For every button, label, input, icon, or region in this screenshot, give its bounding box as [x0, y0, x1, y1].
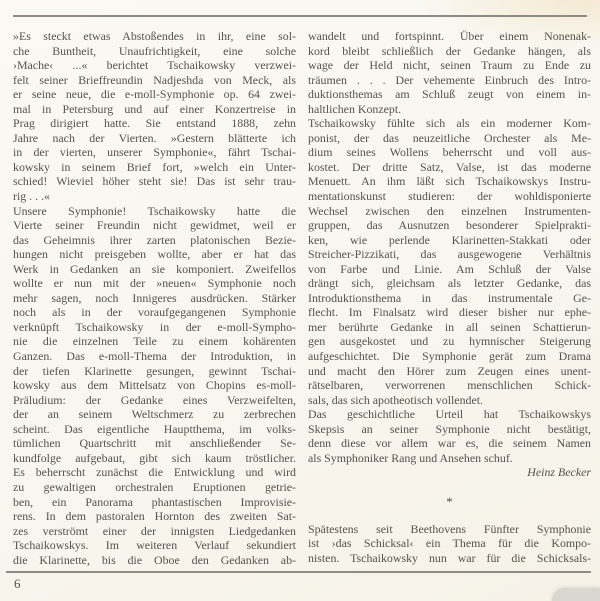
text-line: nie die einzelnen Teile zu einem kohärenten — [13, 334, 296, 349]
text-line: ›Mache‹ ...« berichtet Tschaikowsky verzwei- — [13, 58, 296, 73]
text-line: Unsere Symphonie! Tschaikowsky hatte die — [13, 203, 296, 218]
text-line: Tschaikowskys. Im weiteren Verlauf sekundiert — [13, 538, 296, 553]
text-line: sals, das sich apotheotisch vollendet. — [308, 392, 484, 407]
page-number: 6 — [14, 576, 21, 591]
text-line: Das geschichtliche Urteil hat Tschaikowskys — [308, 407, 591, 422]
text-line: kostet. Der dritte Satz, Valse, ist das moderne — [308, 159, 591, 174]
text-line: Es beherrscht zunächst die Entwicklung und wird — [13, 465, 296, 480]
page-curl-shadow — [552, 588, 600, 601]
text-line: als Symphoniker Rang und Ansehen schuf. — [308, 450, 513, 465]
text-line: ponist, der das neuzeitliche Orchester als Me- — [308, 130, 591, 145]
text-line: tümlichen Quartschritt mit anschließender Se- — [13, 436, 296, 451]
text-line: mehr sagen, noch Innigeres ausdrücken. Stärker — [13, 290, 296, 305]
text-line: Spätestens seit Beethovens Fünfter Symphonie — [308, 521, 591, 536]
text-line: kord bleibt schließlich der Gedanke hängen, als — [308, 43, 591, 58]
text-line: Werk in Gedanken an sie komponiert. Zweifellos — [13, 261, 296, 276]
text-line: Prag dirigiert hatte. Sie entstand 1888, zehn — [13, 116, 296, 131]
text-line: mal in Petersburg und auf einer Konzertreise in — [13, 101, 296, 116]
text-line: träumen . . . Der vehemente Einbruch des Intro- — [308, 72, 591, 87]
text-line: und macht den Hörer zum Zeugen eines unent- — [308, 363, 591, 378]
text-line: gen ausgekostet und zu hymnischer Steigerung — [308, 334, 591, 349]
text-line: er seine neue, die e-moll-Symphonie op. 64 zwei- — [13, 87, 296, 102]
text-line: felt seiner Brieffreundin Nadjeshda von Meck, als — [13, 72, 296, 87]
text-line: rätselbaren, verworrenen menschlichen Schick- — [308, 378, 591, 393]
text-line: »Es steckt etwas Abstoßendes in ihr, eine sol- — [13, 29, 296, 43]
right-column-closing — [308, 522, 591, 566]
text-line: flecht. Im Finalsatz wird dieser bisher nur ephe- — [308, 305, 591, 320]
text-line: Streicher-Pizzikati, das ausgewogene Verhältnis — [308, 247, 591, 262]
text-line: kowsky aus dem Mittelsatz von Chopins es-moll- — [13, 378, 296, 393]
text-line: Präludium: der Gedanke eines Verzweifelten, — [13, 392, 296, 407]
text-line: rig . . .« — [13, 189, 50, 204]
text-line: Wechsel zwischen den einzelnen Instrumenten- — [308, 203, 591, 218]
bottom-rule — [6, 571, 591, 573]
text-line: in der vierten, unserer Symphonie«, fährt Tschai- — [13, 145, 296, 160]
text-line: wandelt und fortspinnt. Über einem Nonenak- — [308, 29, 591, 43]
text-line: verknüpft Tschaikowsky in der e-moll-Sympho- — [13, 319, 296, 334]
right-column — [308, 29, 591, 567]
text-line: Menuett. An ihm läßt sich Tschaikowskys Instru- — [308, 174, 591, 189]
text-line: ben, ein Panorama phantastischen Improvisie- — [13, 494, 296, 509]
left-column — [13, 29, 296, 567]
text-line: noch als in der voraufgegangenen Symphonie — [13, 305, 296, 320]
top-rule — [13, 15, 587, 17]
text-line: ken, wie perlende Klarinetten-Stakkati oder — [308, 232, 591, 247]
text-line: Vierte seiner Freundin nicht gewidmet, weil er — [13, 218, 296, 233]
author-credit: Heinz Becker — [527, 465, 591, 480]
section-separator-asterisk: * — [446, 493, 453, 509]
text-line: kowsky in seinem Brief fort, »welch ein Unter- — [13, 159, 296, 174]
text-line: denn diese vor allem war es, die seinem Namen — [308, 436, 591, 451]
text-line: von Farbe und Linie. Am Schluß der Valse — [308, 261, 591, 276]
text-line: haltlichen Konzept. — [308, 101, 402, 116]
text-line: kundfolge aufgebaut, gibt sich kaum tröstlicher. — [13, 450, 296, 465]
right-column-main — [308, 29, 591, 465]
text-line: aufgeschichtet. Die Symphonie gerät zum Drama — [308, 349, 591, 364]
text-line: die Klarinette, bis die Oboe den Gedanken ab- — [13, 552, 296, 567]
text-line: wollte er nun mit der »neuen« Symphonie noch — [13, 276, 296, 291]
text-line: schied! Wieviel höher steht sie! Das ist sehr trau- — [13, 174, 296, 189]
text-line: hungen nicht preisgeben wollte, aber er hat das — [13, 247, 296, 262]
text-line: gruppen, das Ausnutzen besonderer Spielprakti- — [308, 218, 591, 233]
text-line: der an seinem Weltschmerz zu zerbrechen — [13, 407, 296, 422]
text-line: zes verströmt einer der innigsten Liedgedanken — [13, 523, 296, 538]
text-line: duktionsthemas am Schluß zeugt von einem in- — [308, 87, 591, 102]
text-line: das Geheimnis ihrer zarten platonischen Bezie- — [13, 232, 296, 247]
text-line: rens. In dem pastoralen Hornton des zweiten Sat- — [13, 509, 296, 524]
text-line: Tschaikowsky fühlte sich als ein moderner Kom- — [308, 116, 591, 131]
text-line: Introduktionsthema in das instrumentale Ge- — [308, 290, 591, 305]
text-columns — [13, 29, 591, 567]
text-line: drängt sich, gleichsam als letzter Gedanke, das — [308, 276, 591, 291]
text-line: ist ›das Schicksal‹ ein Thema für die Kompo- — [308, 536, 591, 551]
text-line: der tiefen Klarinette gesungen, gewinnt Tschai- — [13, 363, 296, 378]
text-line: che Buntheit, Unaufrichtigkeit, eine solche — [13, 43, 296, 58]
text-line: mer berührte Gedanke in all seinen Schattierun- — [308, 319, 591, 334]
text-line: dium seines Wollens beherrscht und voll aus- — [308, 145, 591, 160]
text-line: Skepsis an seiner Symphonie nicht bestätigt, — [308, 421, 591, 436]
text-line: scheint. Das eigentliche Hauptthema, im volks- — [13, 421, 296, 436]
text-line: nisten. Tschaikowsky nun war für die Schicksals- — [308, 550, 591, 565]
text-line: zu gewaltigen orchestralen Eruptionen getrie- — [13, 479, 296, 494]
text-line: Jahre nach der Vierten. »Gestern blätterte ich — [13, 130, 296, 145]
text-line: Ganzen. Das e-moll-Thema der Introduktion, in — [13, 349, 296, 364]
text-line: wage der Held nicht, seinen Traum zu Ende zu — [308, 58, 591, 73]
text-line: mentationskunst studieren: der wohldisponierte — [308, 189, 591, 204]
